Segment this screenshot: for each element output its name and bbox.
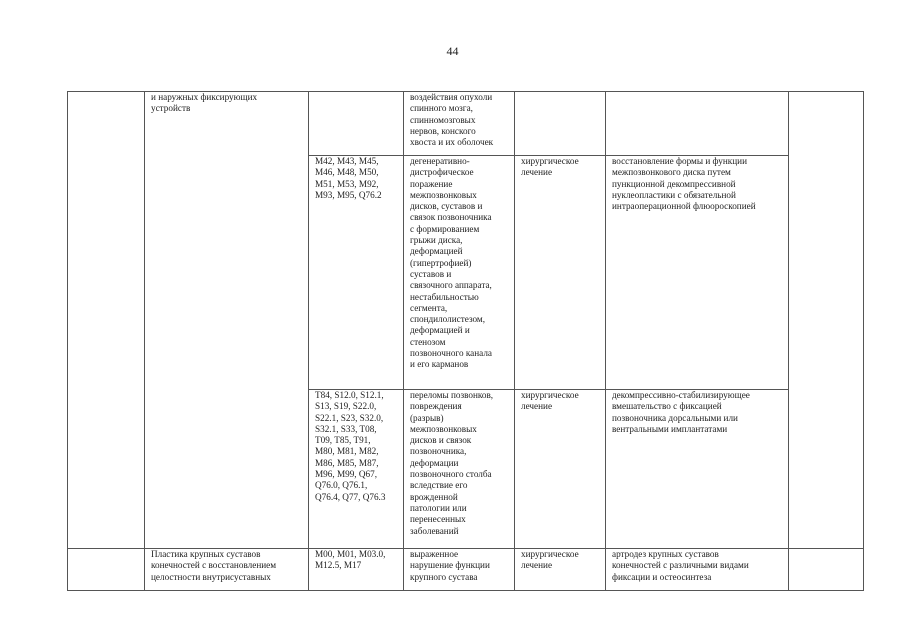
model-cell [404,390,515,549]
cell-text: выраженное нарушение функции крупного сустава [410,549,490,582]
cell-text: M00, M01, M03.0, M12.5, M17 [315,549,386,571]
method-cell [606,156,789,390]
model-cell [404,156,515,390]
treatment-type-cell [515,156,606,390]
method-cell [606,390,789,549]
codes-cell [309,92,404,156]
table-row [68,549,864,591]
treatment-table [67,91,864,591]
cell-text: декомпрессивно-стабилизирующее вмешательство с фиксацией позвоночника дорсальными или вентральными имплантатами [612,390,750,434]
name-cell [145,549,309,591]
cost-cell [789,549,864,591]
cell-text: воздействия опухоли спинного мозга, спинномозговых нервов, конского хвоста и их оболочек [410,92,494,148]
table-row [68,92,864,156]
cell-text: и наружных фиксирующих устройств [151,92,258,114]
cell-text: артродез крупных суставов конечностей с различными видами фиксации и остеосинтеза [612,549,749,582]
name-cell [145,92,309,549]
page-number: 44 [446,44,459,58]
cell-text: дегенеративно- дистрофическое поражение межпозвонковых дисков, суставов и связок позвоночника с формированием грыжи диска, деформацией (гипертрофией) суставов и связочного аппарата, нестабильностью сегмента, спондилолистезом, деформацией и стенозом позвоночного канала и его карманов [410,156,492,370]
cell-text: хирургическое лечение [521,156,579,178]
model-cell [404,549,515,591]
treatment-type-cell [515,390,606,549]
cell-text: хирургическое лечение [521,549,579,571]
cell-text: хирургическое лечение [521,390,579,412]
cell-text: переломы позвонков, повреждения (разрыв) межпозвонковых дисков и связок позвоночника, деформации позвоночного столба вследствие его врожденной патологии или перенесенных заболеваний [410,390,494,536]
codes-cell [309,156,404,390]
row-number-cell [68,92,145,549]
cost-cell [789,92,864,549]
codes-cell [309,390,404,549]
row-number-cell [68,549,145,591]
treatment-type-cell [515,549,606,591]
method-cell [606,92,789,156]
treatment-type-cell [515,92,606,156]
codes-cell [309,549,404,591]
cell-text: восстановление формы и функции межпозвонкового диска путем пункционной декомпрессивной нуклеопластики с обязательной интраоперационной флюороскопией [612,156,756,212]
cell-text: Пластика крупных суставов конечностей с восстановлением целостности внутрисуставных [151,549,277,582]
cell-text: M42, M43, M45, M46, M48, M50, M51, M53, M92, M93, M95, Q76.2 [315,156,382,200]
cell-text: T84, S12.0, S12.1, S13, S19, S22.0, S22.1, S23, S32.0, S32.1, S33, T08, T09, T85, T91, M80, M81, M82, M86, M85, M87, M96, M99, Q67, Q76.0, Q76.1, Q76.4, Q77, Q76.3 [315,390,386,502]
method-cell [606,549,789,591]
model-cell [404,92,515,156]
